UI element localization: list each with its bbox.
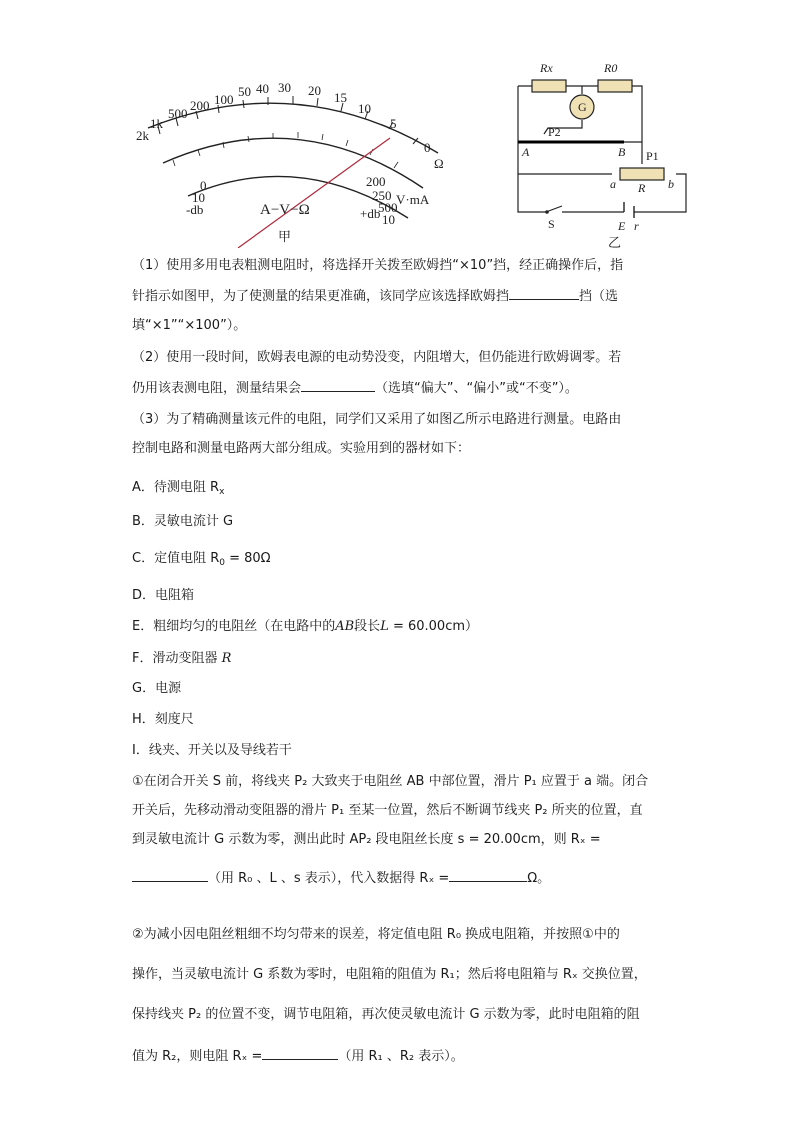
ohm-label-20: 20: [308, 83, 321, 98]
mid-label-10b: 10: [382, 212, 395, 227]
figure-b-caption: 乙: [608, 236, 622, 251]
p1-line3: 到灵敏电流计 G 示数为零，测出此时 AP₂ 段电阻丝长度 s = 20.00cm，则 Rₓ =: [132, 832, 601, 847]
p2-line3: 保持线夹 P₂ 的位置不变，调节电阻箱，再次使灵敏电流计 G 示数为零，此时电阻箱的阻: [132, 1007, 640, 1022]
ohm-label-2k: 2k: [136, 128, 149, 143]
question-1: [132, 256, 672, 336]
multimeter-dial-svg: [128, 78, 458, 248]
circuit-diagram-figure: [512, 56, 692, 251]
p2-line4: 值为 R₂，则电阻 Rₓ = （用 R₁ 、R₂ 表示）。: [132, 1045, 672, 1067]
circuit-diagram-svg: [512, 56, 692, 236]
option-d: D．电阻箱: [132, 588, 195, 603]
figure-a-caption: 甲: [278, 230, 292, 245]
ohm-label-500: 500: [168, 106, 188, 121]
q2-answer-blank[interactable]: [301, 377, 375, 392]
q3-line2: 控制电路和测量电路两大部分组成。实验用到的器材如下：: [132, 441, 471, 456]
rheostat-icon: [620, 168, 664, 180]
rx-resistor: [532, 80, 566, 92]
option-b: B．灵敏电流计 G: [132, 514, 234, 529]
ohm-label-40: 40: [256, 81, 269, 96]
meter-pointer: [238, 138, 390, 248]
ohm-label-30: 30: [278, 80, 291, 95]
mid-label-0: 0: [200, 178, 207, 193]
label-g: G: [578, 100, 587, 114]
mid-label-500: 500: [378, 200, 398, 215]
q2-line1: （2）使用一段时间，欧姆表电源的电动势没变，内阻增大，但仍能进行欧姆调零。若: [132, 350, 622, 365]
label-r: R: [638, 181, 646, 195]
option-f: F．滑动变阻器 R: [132, 651, 232, 666]
ohm-label-5: 5: [390, 116, 397, 131]
ohm-label-200: 200: [190, 98, 210, 113]
ohm-unit-label: Ω: [434, 156, 444, 171]
q1-line3: 填“×1”“×100”）。: [132, 318, 247, 333]
question-2: [132, 348, 672, 399]
p2-answer-blank[interactable]: [262, 1045, 338, 1060]
option-g: G．电源: [132, 681, 182, 696]
mid-label-250: 250: [372, 188, 392, 203]
mid-label-200: 200: [366, 174, 386, 189]
label-r0: R0: [604, 61, 618, 75]
label-s: S: [548, 217, 555, 231]
ohm-label-50: 50: [238, 84, 251, 99]
label-b: b: [668, 177, 674, 191]
p1-line1: ①在闭合开关 S 前，将线夹 P₂ 大致夹于电阻丝 AB 中部位置，滑片 P₁ 应置于 a 端。闭合: [132, 774, 649, 789]
q3-line1: （3）为了精确测量该元件的电阻，同学们又采用了如图乙所示电路进行测量。电路由: [132, 412, 622, 427]
ohm-label-1k: 1k: [150, 116, 163, 131]
option-a: A．待测电阻 $R_x$: [132, 480, 225, 497]
label-b-cap: B: [618, 145, 626, 159]
p1-formula-blank[interactable]: [132, 867, 208, 882]
option-h: H．刻度尺: [132, 712, 194, 727]
label-r-small: r: [634, 219, 639, 233]
db-plus-label: +db: [360, 206, 381, 221]
p1-line4: （用 R₀ 、L 、s 表示），代入数据得 Rₓ = Ω。: [132, 867, 672, 889]
db-minus-label: -db: [186, 202, 204, 217]
question-3: [132, 410, 672, 459]
label-rx: Rx: [540, 61, 553, 75]
label-p2: P2: [548, 125, 561, 139]
option-c: C．定值电阻 $R_0 = 80\Omega$: [132, 551, 271, 568]
mid-label-10: 10: [192, 190, 205, 205]
label-a: a: [610, 177, 616, 191]
p2-line1: ②为减小因电阻丝粗细不均匀带来的误差，将定值电阻 R₀ 换成电阻箱，并按照①中的: [132, 927, 620, 942]
r0-resistor: [598, 80, 632, 92]
vma-unit-label: V·mA: [396, 192, 430, 207]
ohm-label-0: 0: [424, 140, 431, 155]
option-i: I．线夹、开关以及导线若干: [132, 743, 292, 758]
q1-line2: 针指示如图甲，为了使测量的结果更准确，该同学应该选择欧姆挡 挡（选: [132, 285, 672, 307]
q1-line1: （1）使用多用电表粗测电阻时，将选择开关拨至欧姆挡“×10”挡，经正确操作后，指: [132, 258, 624, 273]
label-p1: P1: [646, 149, 659, 163]
p1-line2: 开关后，先移动滑动变阻器的滑片 P₁ 至某一位置，然后不断调节线夹 P₂ 所夹的位置，直: [132, 803, 643, 818]
ohm-label-15: 15: [334, 90, 347, 105]
q1-answer-blank[interactable]: [509, 285, 579, 300]
q2-line2: 仍用该表测电阻，测量结果会 （选填“偏大”、“偏小”或“不变”）。: [132, 377, 672, 399]
ohm-label-100: 100: [214, 92, 234, 107]
label-e: E: [618, 219, 626, 233]
label-a-cap: A: [522, 145, 530, 159]
ohm-label-10: 10: [358, 101, 371, 116]
meter-name-label: A−V−Ω: [260, 202, 310, 218]
part-1: [132, 772, 672, 889]
part-2: [132, 925, 672, 1067]
multimeter-dial-figure: [128, 78, 458, 248]
p2-line2: 操作，当灵敏电流计 G 系数为零时，电阻箱的阻值为 R₁；然后将电阻箱与 Rₓ 交换位置，: [132, 967, 647, 982]
option-e: E．粗细均匀的电阻丝（在电路中的AB段长L = 60.00cm）: [132, 619, 479, 634]
p1-value-blank[interactable]: [449, 867, 527, 882]
